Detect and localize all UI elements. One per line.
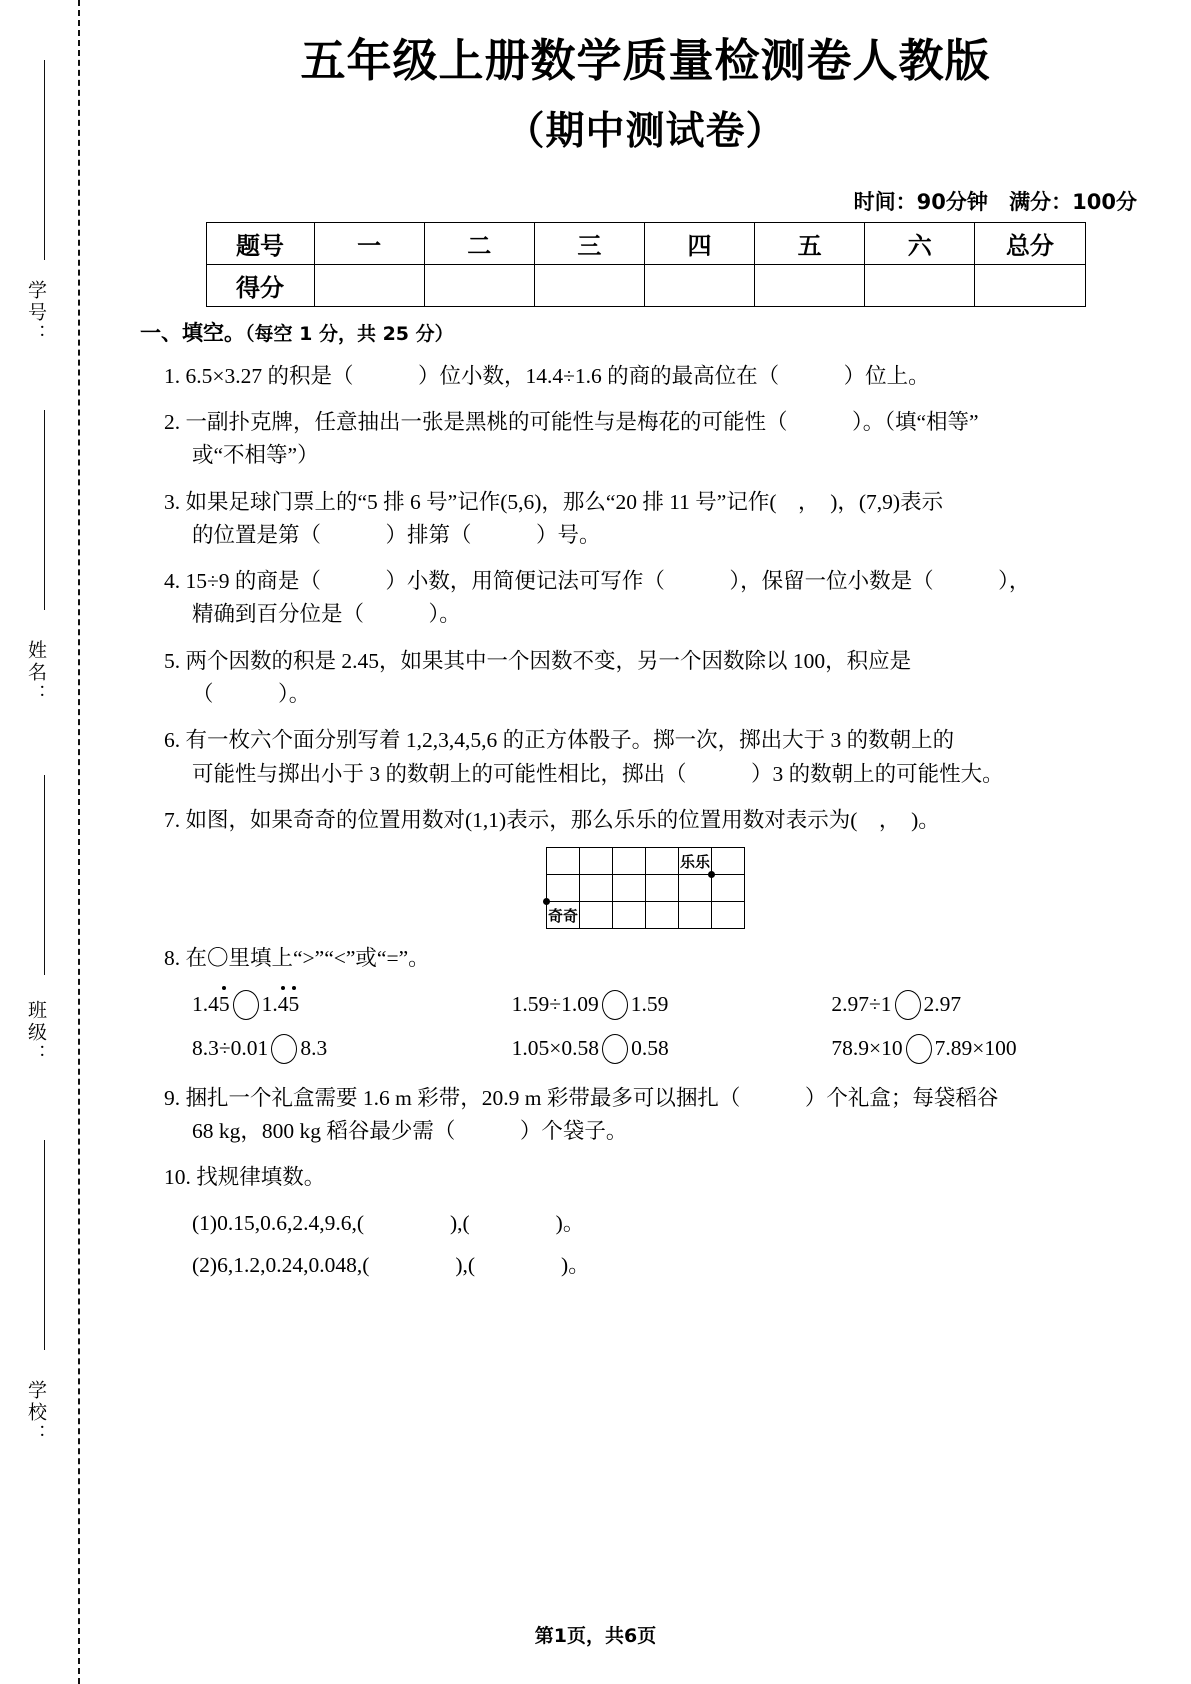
comparison-left-6: 78.9×10 bbox=[831, 1036, 903, 1061]
margin-rule-4 bbox=[44, 1140, 45, 1350]
score-col-total: 总分 bbox=[975, 222, 1085, 264]
position-grid-figure bbox=[140, 847, 1151, 929]
grid-cell bbox=[712, 875, 745, 902]
comparison-item-1 bbox=[192, 990, 512, 1020]
margin-rule-1 bbox=[44, 60, 45, 260]
grid-row-bottom bbox=[547, 902, 745, 929]
section-heading-fill-in-blank bbox=[140, 317, 1151, 347]
score-col-6: 六 bbox=[865, 222, 975, 264]
comparison-left-2: 1.59÷1.09 bbox=[511, 992, 599, 1017]
question-5-line-1: 5. 两个因数的积是 2.45，如果其中一个因数不变，另一个因数除以 100，积应是 bbox=[164, 648, 912, 673]
table-row-header bbox=[206, 222, 1085, 264]
question-2-line-2: 或“不相等”） bbox=[192, 443, 319, 468]
grid-row-top bbox=[547, 848, 745, 875]
comparison-circle-6[interactable] bbox=[906, 1034, 932, 1064]
score-value-2[interactable] bbox=[424, 264, 534, 306]
score-value-5[interactable] bbox=[755, 264, 865, 306]
question-5-line-2: （ ）。 bbox=[192, 682, 311, 707]
grid-cell bbox=[580, 848, 613, 875]
comparison-circle-1[interactable] bbox=[233, 990, 259, 1020]
score-table bbox=[206, 222, 1086, 307]
question-5 bbox=[140, 645, 1151, 712]
score-value-6[interactable] bbox=[865, 264, 975, 306]
table-row-scores bbox=[206, 264, 1085, 306]
comparison-row-2 bbox=[140, 1034, 1151, 1064]
exam-page bbox=[118, 0, 1191, 1684]
comparison-left-1: 1.45 bbox=[192, 992, 230, 1017]
comparison-right-4: 8.3 bbox=[300, 1036, 328, 1061]
grid-cell-leyue-right bbox=[712, 848, 745, 875]
repeat-dot-icon: 5 bbox=[288, 992, 300, 1017]
comparison-circle-5[interactable] bbox=[602, 1034, 628, 1064]
grid-cell bbox=[646, 902, 679, 929]
comparison-item-4 bbox=[192, 1034, 512, 1064]
comparison-item-6 bbox=[831, 1034, 1151, 1064]
question-7: 7. 如图，如果奇奇的位置用数对(1,1)表示，那么乐乐的位置用数对表示为( ， )。 bbox=[164, 808, 940, 833]
exam-meta bbox=[140, 186, 1151, 216]
comparison-circle-2[interactable] bbox=[602, 990, 628, 1020]
margin-rule-3 bbox=[44, 775, 45, 975]
score-value-total[interactable] bbox=[975, 264, 1085, 306]
question-3 bbox=[140, 486, 1151, 553]
question-2 bbox=[140, 406, 1151, 473]
question-6-line-1: 6. 有一枚六个面分别写着 1,2,3,4,5,6 的正方体骰子。掷一次，掷出大于 3 的数朝上的 bbox=[164, 728, 955, 753]
left-margin-strip bbox=[0, 0, 118, 1684]
grid-cell bbox=[580, 875, 613, 902]
question-4 bbox=[140, 565, 1151, 632]
grid-cell bbox=[547, 875, 580, 902]
question-3-line-1: 3. 如果足球门票上的“5 排 6 号”记作(5,6)，那么“20 排 11 号”记作( ， )，(7,9)表示 bbox=[164, 489, 944, 514]
grid-cell bbox=[712, 902, 745, 929]
margin-label-student-id: 学号： bbox=[25, 280, 46, 346]
comparison-right-5: 0.58 bbox=[631, 1036, 669, 1061]
question-9-line-2: 68 kg，800 kg 稻谷最少需（ ）个袋子。 bbox=[192, 1118, 628, 1143]
score-value-3[interactable] bbox=[534, 264, 644, 306]
question-8: 8. 在〇里填上“>”“<”或“=”。 bbox=[164, 946, 430, 971]
question-9-line-1: 9. 捆扎一个礼盒需要 1.6 m 彩带，20.9 m 彩带最多可以捆扎（ ）个礼盒；每袋稻谷 bbox=[164, 1085, 999, 1110]
section-points: （每空 1 分，共 25 分） bbox=[245, 322, 454, 345]
comparison-item-5 bbox=[512, 1034, 832, 1064]
comparison-right-6: 7.89×100 bbox=[934, 1036, 1017, 1061]
comparison-left-3: 2.97÷1 bbox=[831, 992, 892, 1017]
question-4-line-2: 精确到百分位是（ ）。 bbox=[192, 602, 461, 627]
comparison-right-2: 1.59 bbox=[630, 992, 669, 1017]
grid-cell bbox=[613, 875, 646, 902]
question-6-line-2: 可能性与掷出小于 3 的数朝上的可能性相比，掷出（ ）3 的数朝上的可能性大。 bbox=[192, 761, 1004, 786]
question-10: 10. 找规律填数。 bbox=[164, 1165, 326, 1190]
score-table-row-label-2: 得分 bbox=[206, 264, 314, 306]
page-subtitle: （期中测试卷） bbox=[505, 108, 786, 154]
score-value-4[interactable] bbox=[644, 264, 754, 306]
comparison-item-2 bbox=[512, 990, 832, 1020]
grid-cell-qiqi-left: 奇奇 bbox=[547, 902, 580, 929]
margin-rule-2 bbox=[44, 410, 45, 610]
grid-cell bbox=[646, 875, 679, 902]
grid-cell-leyue-left: 乐乐 bbox=[679, 848, 712, 875]
question-10-sub-1: (1)0.15,0.6,2.4,9.6,( ),( )。 bbox=[192, 1210, 585, 1235]
comparison-row-1 bbox=[140, 990, 1151, 1020]
margin-label-name: 姓名： bbox=[25, 640, 46, 706]
position-grid bbox=[546, 847, 745, 929]
grid-cell bbox=[613, 902, 646, 929]
grid-cell bbox=[679, 902, 712, 929]
grid-cell bbox=[613, 848, 646, 875]
grid-cell-qiqi-right bbox=[580, 902, 613, 929]
question-2-line-1: 2. 一副扑克牌，任意抽出一张是黑桃的可能性与是梅花的可能性（ ）。（填“相等” bbox=[164, 409, 979, 434]
grid-cell bbox=[646, 848, 679, 875]
question-10-sub-2: (2)6,1.2,0.24,0.048,( ),( )。 bbox=[192, 1252, 590, 1277]
margin-label-group bbox=[0, 0, 78, 1684]
page-title: 五年级上册数学质量检测卷人教版 bbox=[300, 34, 991, 87]
time-label: 时间：90分钟 bbox=[853, 189, 988, 214]
repeat-dot-icon: 5 bbox=[218, 992, 230, 1017]
score-col-1: 一 bbox=[314, 222, 424, 264]
grid-cell bbox=[547, 848, 580, 875]
comparison-item-3 bbox=[831, 990, 1151, 1020]
comparison-right-1: 1.45 bbox=[261, 992, 300, 1017]
comparison-left-5: 1.05×0.58 bbox=[511, 1036, 600, 1061]
total-score-label: 满分：100分 bbox=[1009, 189, 1137, 214]
comparison-circle-4[interactable] bbox=[271, 1034, 297, 1064]
question-3-line-2: 的位置是第（ ）排第（ ）号。 bbox=[192, 522, 601, 547]
comparison-right-3: 2.97 bbox=[923, 992, 962, 1017]
question-6 bbox=[140, 724, 1151, 791]
margin-label-class: 班级： bbox=[25, 1000, 46, 1066]
cut-dashed-line bbox=[78, 0, 80, 1684]
score-col-4: 四 bbox=[644, 222, 754, 264]
section-title: 一、填空。 bbox=[140, 320, 245, 345]
question-1: 1. 6.5×3.27 的积是（ ）位小数，14.4÷1.6 的商的最高位在（ ）位上。 bbox=[164, 363, 930, 388]
score-value-1[interactable] bbox=[314, 264, 424, 306]
score-col-3: 三 bbox=[534, 222, 644, 264]
score-table-row-label-1: 题号 bbox=[206, 222, 314, 264]
repeat-dot-icon: 4 bbox=[277, 992, 289, 1017]
page-footer: 第1页，共6页 bbox=[534, 1625, 657, 1647]
question-9 bbox=[140, 1082, 1151, 1149]
score-col-2: 二 bbox=[424, 222, 534, 264]
margin-label-school: 学校： bbox=[25, 1380, 46, 1446]
score-col-5: 五 bbox=[755, 222, 865, 264]
comparison-left-4: 8.3÷0.01 bbox=[192, 1036, 269, 1061]
grid-row-middle bbox=[547, 875, 745, 902]
comparison-circle-3[interactable] bbox=[895, 990, 921, 1020]
question-4-line-1: 4. 15÷9 的商是（ ）小数，用简便记法可写作（ ），保留一位小数是（ ）， bbox=[164, 569, 1031, 594]
grid-cell bbox=[679, 875, 712, 902]
